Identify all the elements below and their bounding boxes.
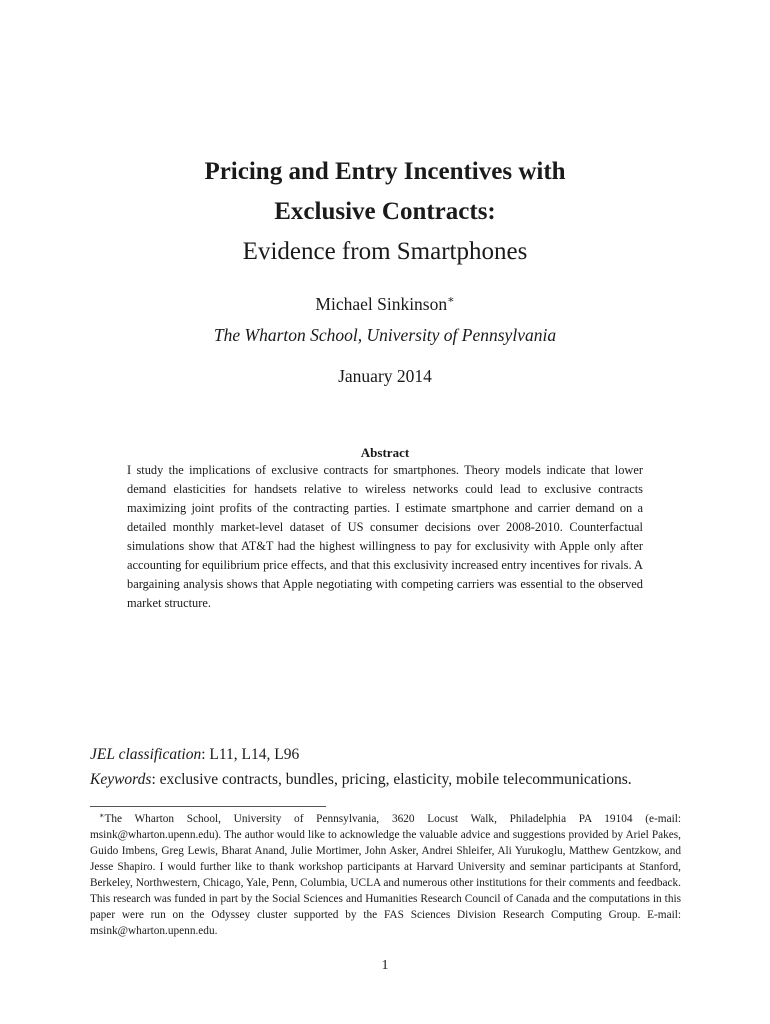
jel-codes: : L11, L14, L96 xyxy=(201,746,300,763)
jel-classification xyxy=(90,745,299,765)
page-number: 1 xyxy=(381,958,389,973)
footnote-text: The Wharton School, University of Pennsylvania, 3620 Locust Walk, Philadelphia PA 19104 (e-mail: msink@wharton.upenn.edu). The author would like to acknowledge the valuable advice and suggestions provided by Ariel Pakes, Guido Imbens, Greg Lewis, Bharat Anand, Julie Mortimer, John Asker, Andrei Shleifer, Ali Yurukoglu, Matthew Gentzkow, and Jesse Shapiro. I would further like to thank workshop participants at Harvard University and seminar participants at Stanford, Berkeley, Northwestern, Chicago, Yale, Penn, Columbia, UCLA and numerous other institutions for their comments and feedback. This research was funded in part by the Social Sciences and Humanities Research Council of Canada and the computations in this paper were run on the Odyssey cluster supported by the FAS Sciences Division Research Computing Group. E-mail: msink@wharton.upenn.edu. xyxy=(90,813,681,937)
author-footnote xyxy=(90,811,681,939)
paper-title-line-2: Exclusive Contracts: xyxy=(274,198,496,225)
author-affiliation: The Wharton School, University of Pennsylvania xyxy=(213,325,557,345)
author-line xyxy=(0,293,770,315)
jel-label: JEL classification xyxy=(90,746,202,763)
paper-date: January 2014 xyxy=(338,366,432,386)
footnote-mark: ∗ xyxy=(99,811,105,820)
paper-subtitle: Evidence from Smartphones xyxy=(242,238,528,265)
abstract-heading: Abstract xyxy=(360,445,410,460)
keywords-line xyxy=(90,770,632,790)
author-name: Michael Sinkinson xyxy=(315,294,448,314)
abstract-text: I study the implications of exclusive contracts for smartphones. Theory models indicate that lower demand elasticities for handsets relative to wireless networks could lead to exclusive contracts maximizing joint profits of the contracting parties. I estimate smartphone and carrier demand on a detailed monthly market-level dataset of US consumer decisions over 2008-2010. Counterfactual simulations show that AT&T had the highest willingness to pay for exclusivity with Apple only after accounting for equilibrium price effects, and that this exclusivity increased entry incentives for rivals. A bargaining analysis shows that Apple negotiating with competing carriers was essential to the observed market structure. xyxy=(127,463,643,610)
footnote-divider xyxy=(90,806,326,807)
paper-title-line-1: Pricing and Entry Incentives with xyxy=(204,158,566,185)
author-footnote-mark: ∗ xyxy=(447,294,455,306)
keywords-label: Keywords xyxy=(90,771,152,788)
keywords-list: : exclusive contracts, bundles, pricing, elasticity, mobile telecommunications. xyxy=(151,771,632,788)
